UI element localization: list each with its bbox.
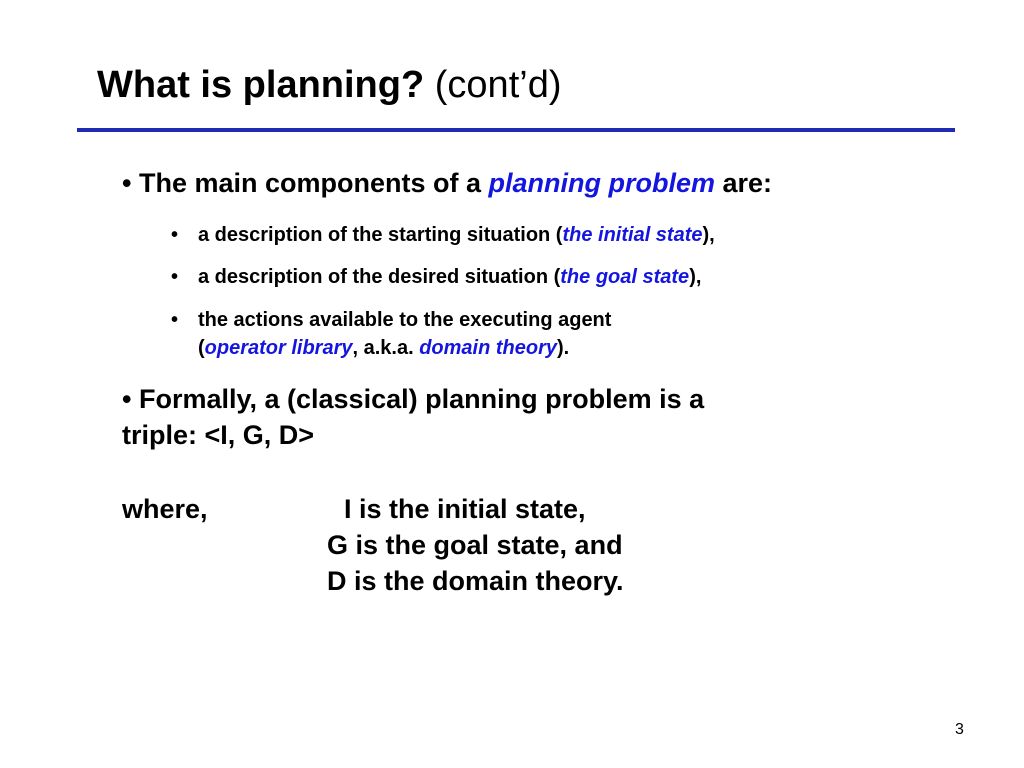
title-suffix: (cont’d) <box>434 64 562 106</box>
sub-bullet-text <box>198 263 701 291</box>
sub-middle-text: , a.k.a. <box>352 337 420 359</box>
bullet-text-after: are: <box>715 168 773 198</box>
bullet-marker: • <box>122 168 132 198</box>
sub-text-before: a description of the desired situation ( <box>198 266 561 288</box>
slide-title <box>97 60 561 110</box>
sub-highlight-domain-theory: domain theory <box>419 337 558 359</box>
bullet-formal-definition <box>122 381 705 450</box>
title-main: What is planning? <box>97 64 425 106</box>
sub-highlight-operator-library: operator library <box>204 337 353 359</box>
bullet-highlight: planning problem <box>488 168 716 198</box>
sub-bullet-text <box>198 221 715 249</box>
page-number: 3 <box>955 721 964 738</box>
sub-text-before: a description of the starting situation ( <box>198 224 563 246</box>
sub-close-paren: ). <box>557 337 570 359</box>
sub-bullet-marker: • <box>171 309 179 331</box>
formal-line2: triple: <I, G, D> <box>122 420 315 450</box>
bullet-marker: • <box>122 384 132 414</box>
where-item-domain: D is the domain theory. <box>327 566 624 596</box>
formal-line1-text: Formally, a (classical) planning problem is a <box>138 384 705 414</box>
sub-open-paren: ( <box>198 337 205 359</box>
title-divider <box>77 128 955 132</box>
sub-highlight: the goal state <box>560 266 690 288</box>
sub-bullet-line1: the actions available to the executing agent <box>198 309 612 331</box>
sub-text-after: ), <box>702 224 715 246</box>
sub-bullet-line2 <box>198 334 569 362</box>
sub-bullet-marker: • <box>171 224 179 246</box>
sub-highlight: the initial state <box>562 224 703 246</box>
where-label: where, <box>122 494 208 524</box>
formal-line1 <box>122 384 704 414</box>
bullet-text-before: The main components of a <box>138 168 489 198</box>
where-item-goal: G is the goal state, and <box>327 530 623 560</box>
sub-text-after: ), <box>689 266 702 288</box>
bullet-main-components <box>122 165 772 201</box>
where-item-initial: I is the initial state, <box>344 494 586 524</box>
sub-bullet-marker: • <box>171 266 179 288</box>
